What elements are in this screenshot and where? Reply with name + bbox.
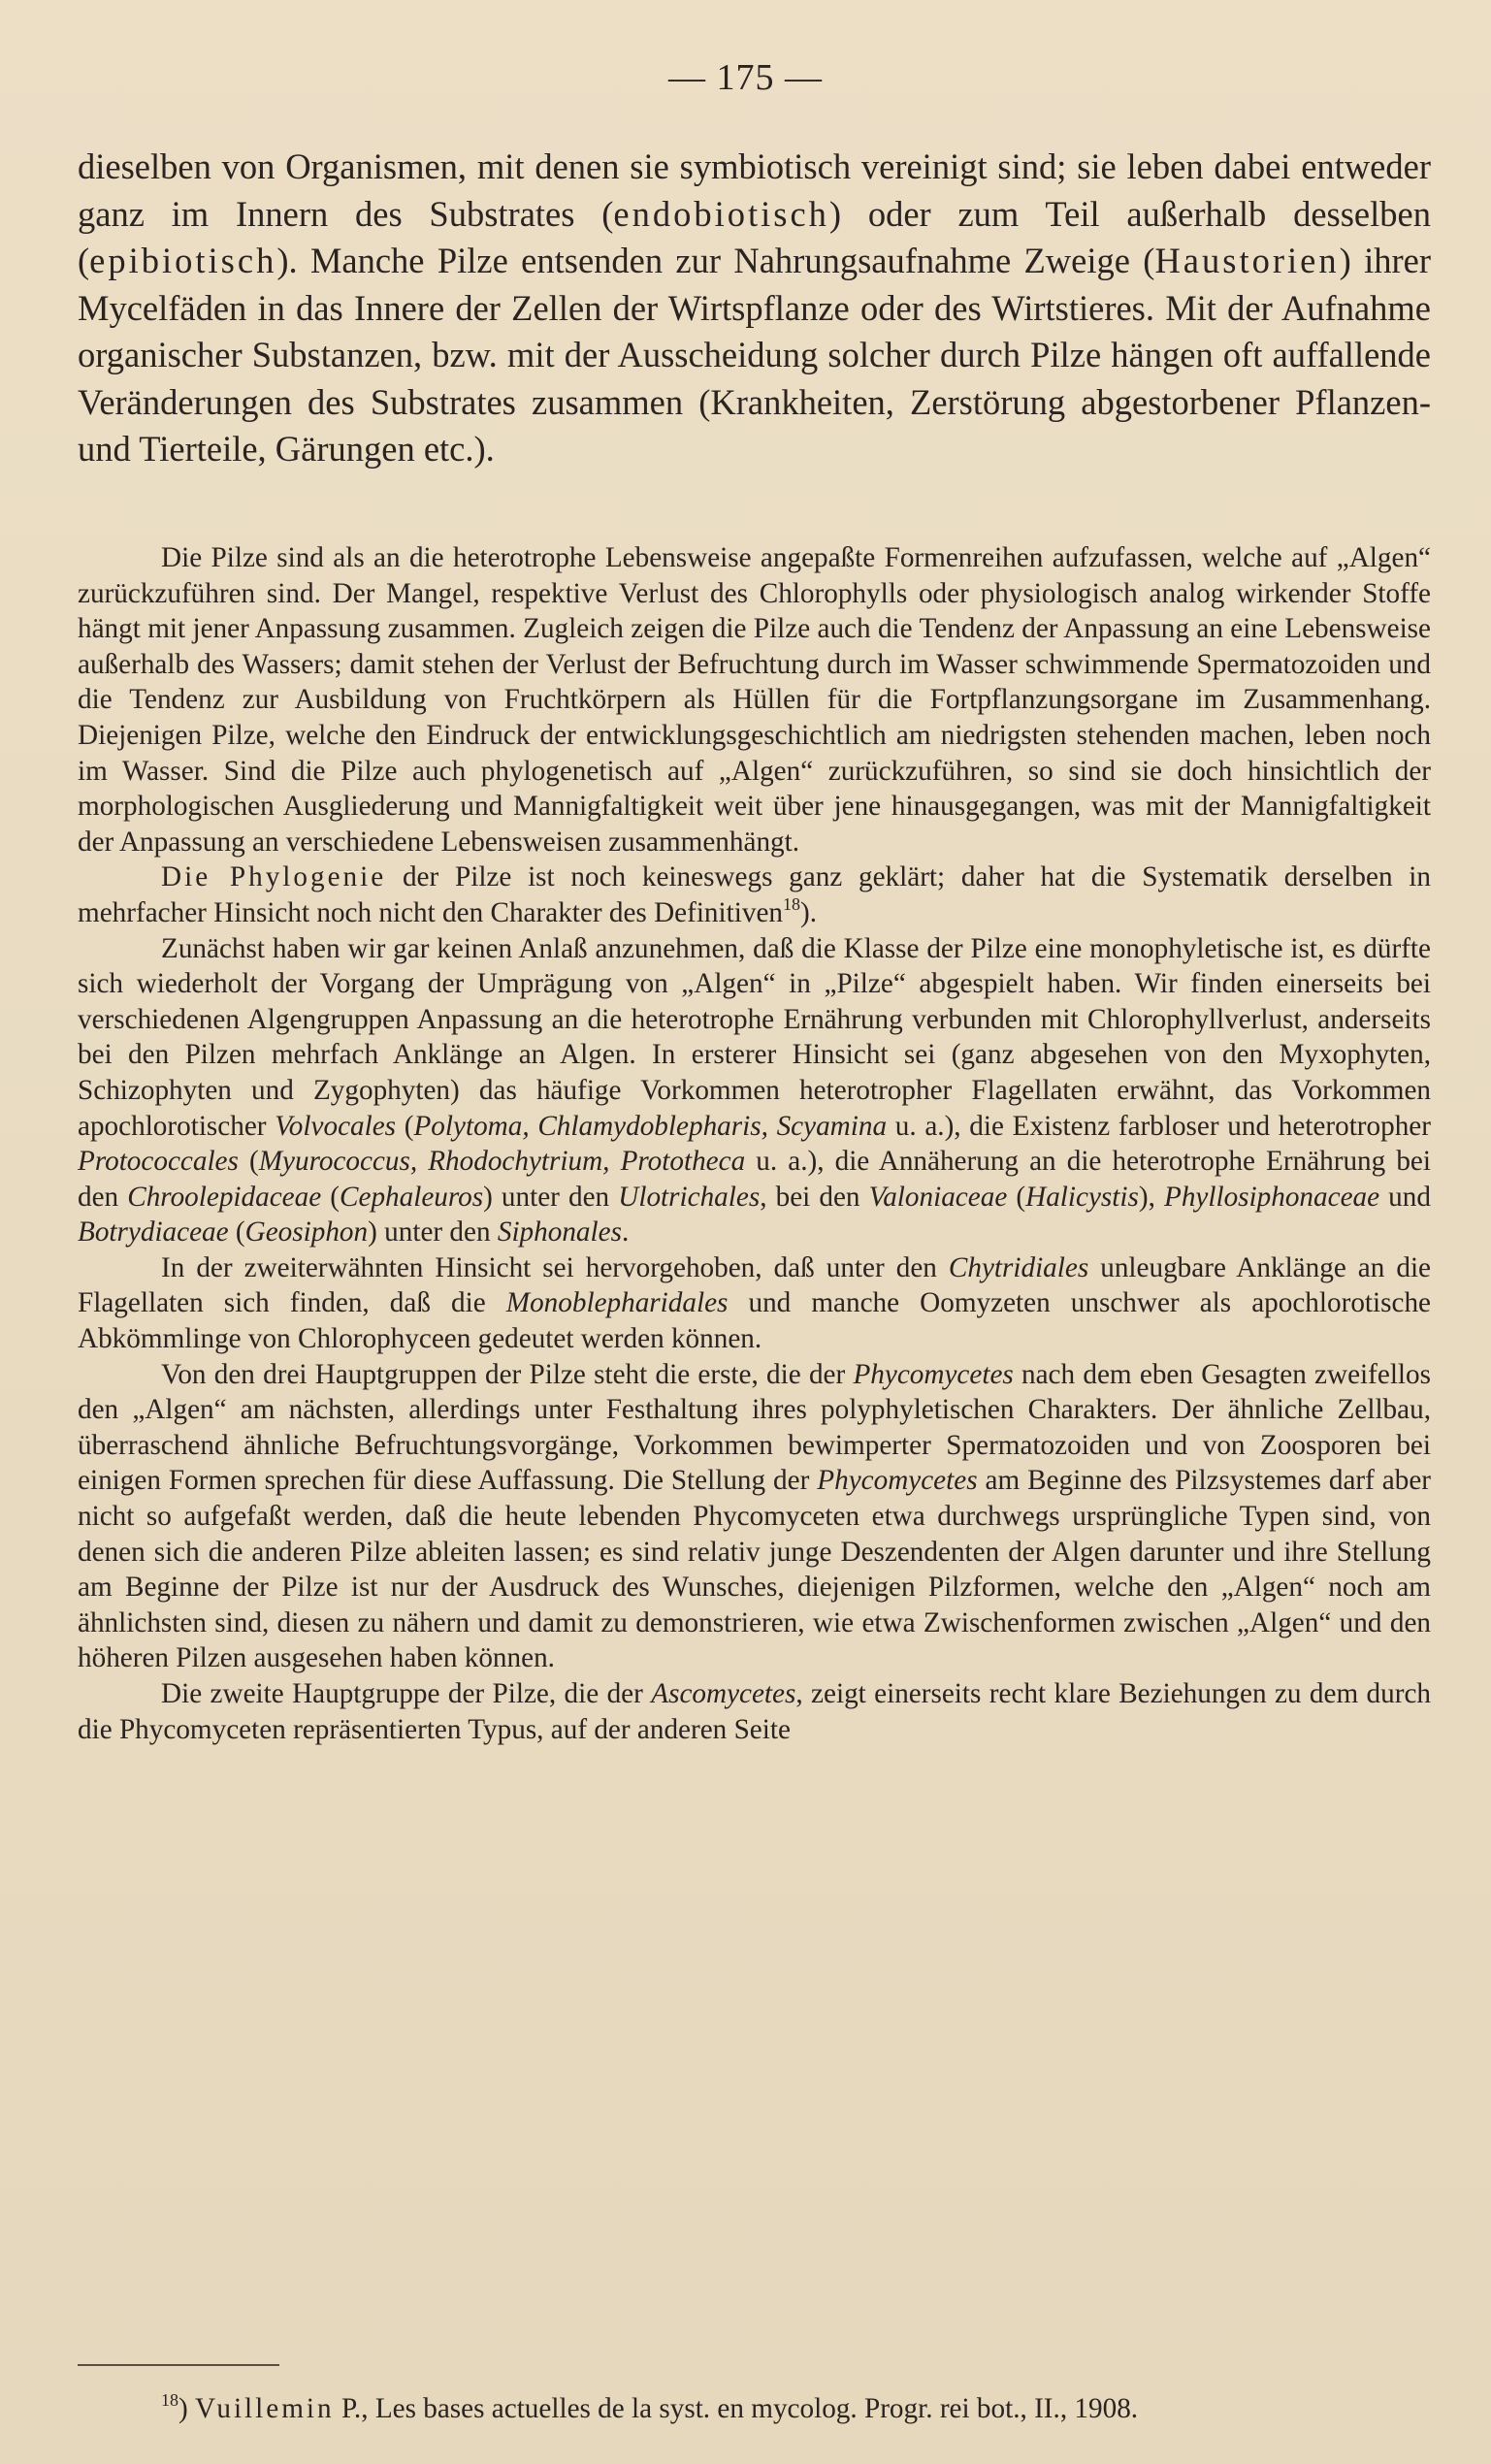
text-run: ). (800, 896, 818, 928)
taxon-name: Ulotrichales (618, 1181, 761, 1213)
text-run: ) oder zum Teil außerhalb desselben ( (78, 193, 1431, 280)
taxon-name: Geosiphon (244, 1216, 369, 1248)
footnote-reference: 18 (783, 893, 800, 914)
text-run: u. a.), die Existenz farbloser und heterotropher (887, 1110, 1431, 1142)
taxon-name: Phycomycetes (853, 1358, 1014, 1390)
paragraph-3 (78, 931, 1431, 1250)
spaced-term: Haustorien (1154, 241, 1340, 280)
spaced-term: endobiotisch (613, 193, 829, 234)
text-run: der Pilze ist noch keineswegs ganz geklärt; daher hat die Systematik derselben in mehrfacher Hinsicht noch nicht den Charakter des Definitiven (78, 861, 1431, 928)
text-run: und manche Oomyzeten unschwer als apochlorotische Abkömmlinge von Chlorophyceen gedeutet werden können. (78, 1287, 1431, 1355)
footnote-author: Vuillemin (195, 2393, 335, 2424)
text-run: ( (228, 1216, 245, 1248)
taxon-name: Phycomycetes (817, 1465, 978, 1497)
text-run: , zeigt einerseits recht klare Beziehungen zu dem durch die Phycomyceten repräsentierten Typus, auf der anderen Seite (78, 1678, 1431, 1745)
taxon-name: Halicystis (1025, 1181, 1139, 1213)
text-run: Zunächst haben wir gar keinen Anlaß anzunehmen, daß die Klasse der Pilze eine monophyletische ist, es dürfte sich wiederholt der Vorgang der Umprägung von „Algen“ in „Pilze“ abgespielt haben. Wir finden einerseits bei verschiedenen Algengruppen Anpassung an die heterotrophe Ernährung verbunden mit Chlorophyllverlust, anderseits bei den Pilzen mehrfach Anklänge an Algen. In ersterer Hinsicht sei (ganz abgesehen von den Myxophyten, Schizophyten und Zygophyten) das häufige Vorkommen heterotropher Flagellaten erwähnt, das Vorkommen apochlorotischer (78, 932, 1431, 1142)
text-run: , bei den (760, 1181, 869, 1213)
taxon-name: Phyllosiphonaceae (1163, 1181, 1380, 1213)
text-run: ), (1138, 1181, 1164, 1213)
taxon-name: Chytridiales (948, 1251, 1089, 1283)
text-run: Von den drei Hauptgruppen der Pilze steht die erste, die der (161, 1358, 854, 1390)
taxon-name: Siphonales (497, 1216, 622, 1248)
taxon-name: Botrydiaceae (78, 1216, 229, 1248)
taxon-name: Valoniaceae (868, 1181, 1008, 1213)
taxon-name: Ascomycetes (651, 1678, 796, 1709)
footnote-divider (78, 2364, 279, 2366)
text-run: u. a.), die Annäherung an die heterotrophe Ernährung bei den (78, 1146, 1431, 1213)
lead-text (78, 144, 1431, 473)
text-run: ( (238, 1146, 259, 1178)
text-run: ( (321, 1181, 340, 1213)
lead-paragraph (78, 144, 1431, 473)
spaced-term: epibiotisch (89, 241, 277, 280)
text-run: ) unter den (483, 1181, 619, 1213)
text-run: und (1379, 1181, 1431, 1213)
text-run: nach dem eben Gesagten zweifellos den „Algen“ am nächsten, allerdings unter Festhaltung ihres polyphyletischen Charakters. Der ähnliche Zellbau, überraschend ähnliche Befruchtungsvorgänge, Vorkommen bewimperter Spermatozoiden und von Zoosporen bei einigen Formen sprechen für diese Auffassung. Die Stellung der (78, 1358, 1431, 1497)
taxon-name: Protococcales (78, 1146, 239, 1178)
footnote-mark: ) (178, 2393, 188, 2424)
text-run: ) ihrer Mycelfäden in das Innere der Zellen der Wirtspflanze oder des Wirtstieres. Mit der Aufnahme organischer Substanzen, bzw. mit der Ausscheidung solcher durch Pilze hängen oft auffallende Veränderungen des Substrates zusammen (Krankheiten, Zerstörung abgestorbener Pflanzen- und Tierteile, Gärungen etc.). (78, 241, 1431, 469)
text-run: ) unter den (368, 1216, 498, 1248)
text-run: ( (396, 1110, 414, 1142)
text-run: unleugbare Anklänge an die Flagellaten sich finden, daß die (78, 1251, 1432, 1319)
page-number: — 175 — (668, 57, 823, 98)
taxon-name: Monoblepharidales (505, 1287, 729, 1319)
paragraph-1: Die Pilze sind als an die heterotrophe Lebensweise angepaßte Formenreihen aufzufassen, welche auf „Algen“ zurückzuführen sind. Der Mangel, respektive Verlust des Chlorophylls oder physiologisch analog wirkender Stoffe hängt mit jener Anpassung zusammen. Zugleich zeigen die Pilze auch die Tendenz der Anpassung an eine Lebensweise außerhalb des Wassers; damit stehen der Verlust der Befruchtung durch im Wasser schwimmende Spermatozoiden und die Tendenz zur Ausbildung von Fruchtkörpern als Hüllen für die Fortpflanzungsorgane im Zusammenhang. Diejenigen Pilze, welche den Eindruck der entwicklungsgeschichtlich am niedrigsten stehenden machen, leben noch im Wasser. Sind die Pilze auch phylogenetisch auf „Algen“ zurückzuführen, so sind sie doch hinsichtlich der morphologischen Ausgliederung und Mannigfaltigkeit weit über jene hinausgegangen, was mit der Mannigfaltigkeit der Anpassung an verschiedene Lebensweisen zusammenhängt. (78, 542, 1431, 858)
text-run: Die zweite Hauptgruppe der Pilze, die der (161, 1678, 652, 1709)
taxon-name: Chroolepidaceae (127, 1181, 322, 1213)
text-run: dieselben von Organismen, mit denen sie symbiotisch vereinigt sind; sie leben dabei entweder ganz im Innern des Substrates ( (78, 146, 1431, 234)
paragraph-5 (78, 1357, 1431, 1676)
spaced-term: Die Phylogenie (161, 861, 387, 893)
footnote-text: P., Les bases actuelles de la syst. en mycolog. Progr. rei bot., II., 1908. (334, 2393, 1139, 2424)
paragraph-2 (78, 859, 1431, 930)
text-run: . (621, 1216, 630, 1248)
taxon-name: Polytoma, Chlamydoblepharis, Scyamina (413, 1110, 888, 1142)
footnote (78, 2391, 1431, 2426)
taxon-name: Myurococcus, Rhodochytrium, Prototheca (258, 1146, 746, 1178)
taxon-name: Volvocales (275, 1110, 397, 1142)
paragraph-6 (78, 1676, 1431, 1747)
text-run: In der zweiterwähnten Hinsicht sei hervorgehoben, daß unter den (161, 1251, 949, 1283)
text-run: ( (1007, 1181, 1026, 1213)
text-run: am Beginne des Pilzsystemes darf aber nicht so aufgefaßt werden, daß die heute lebenden Phycomyceten etwa durchwegs ursprüngliche Typen sind, von denen sich die anderen Pilze ableiten lassen; es sind relativ junge Deszendenten der Algen darunter und ihre Stellung am Beginne der Pilze ist nur der Ausdruck des Wunsches, diejenigen Pilzformen, welche den „Algen“ noch am ähnlichsten sind, diesen zu nähern und damit zu demonstrieren, wie etwa Zwischenformen zwischen „Algen“ und den höheren Pilzen ausgesehen haben können. (78, 1465, 1431, 1674)
footnote-number: 18 (161, 2390, 178, 2410)
taxon-name: Cephaleuros (340, 1181, 484, 1213)
paragraph-4 (78, 1250, 1431, 1357)
text-run: ). Manche Pilze entsenden zur Nahrungsaufnahme Zweige ( (276, 241, 1155, 280)
body-text (78, 540, 1431, 1747)
